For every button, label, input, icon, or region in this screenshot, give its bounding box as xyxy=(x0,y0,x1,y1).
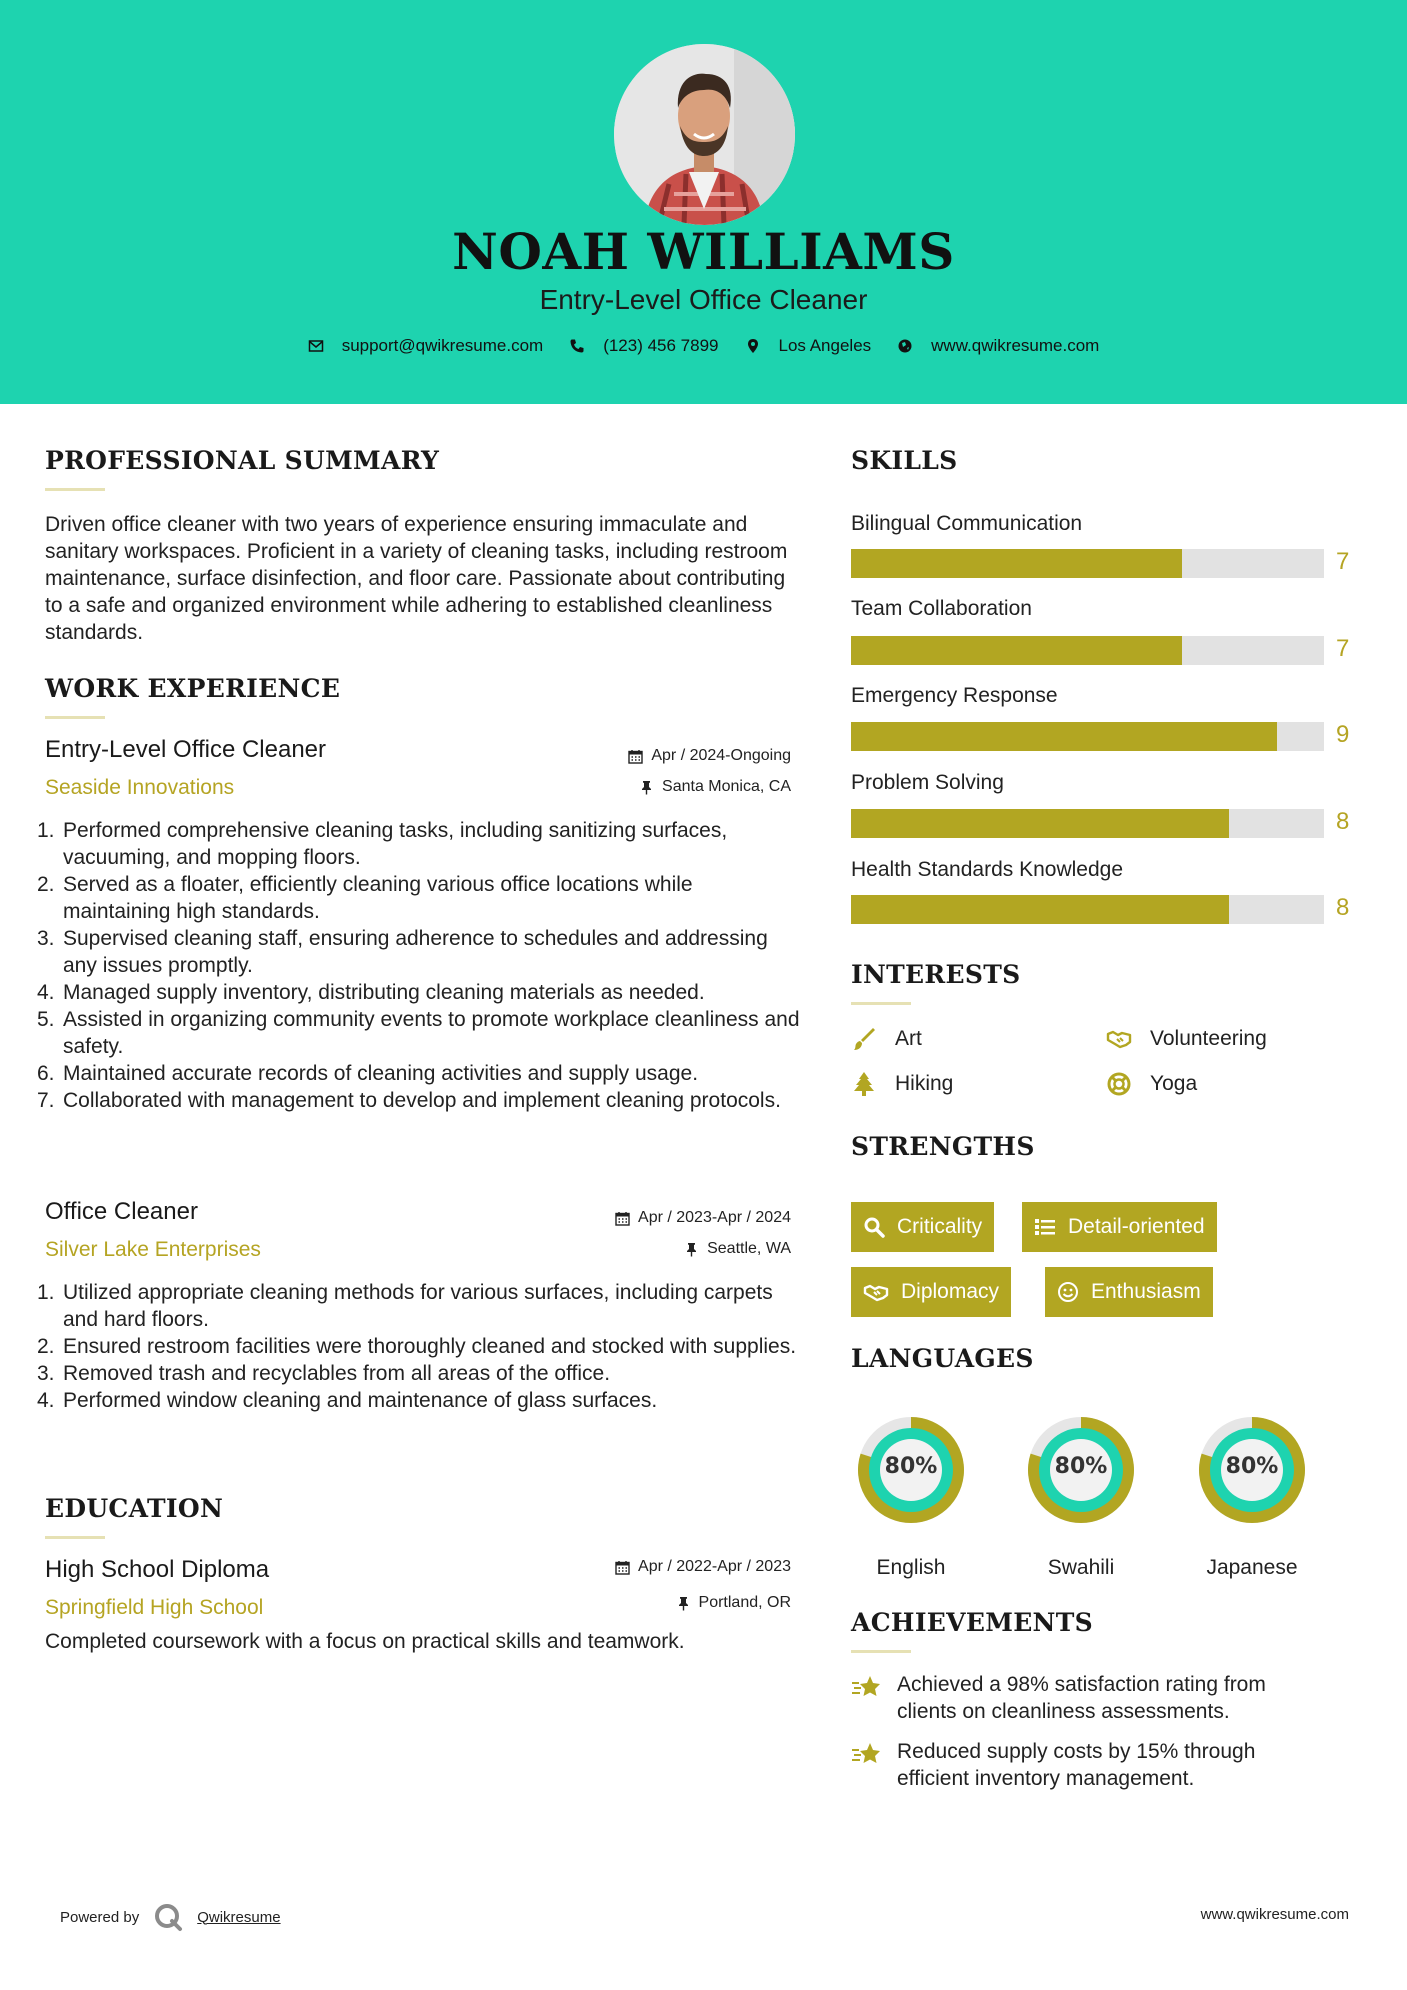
language-swahili-percent: 80% xyxy=(1054,1454,1108,1479)
language-japanese-percent: 80% xyxy=(1225,1454,1279,1479)
achievement-2-text: Reduced supply costs by 15% through efficient inventory management. xyxy=(897,1740,1256,1790)
skill-5-name: Health Standards Knowledge xyxy=(851,858,1124,881)
handshake-icon xyxy=(863,1281,889,1303)
language-english-name: English xyxy=(876,1556,946,1579)
job-2-title: Office Cleaner xyxy=(45,1198,198,1225)
list-item-text: Supervised cleaning staff, ensuring adherence to schedules and addressing any issues promptly. xyxy=(63,927,768,977)
list-item-number: 3. xyxy=(37,1362,55,1385)
pushpin-icon xyxy=(676,1596,691,1611)
list-item xyxy=(37,1279,805,1333)
skill-1-level: 7 xyxy=(1336,548,1350,575)
contact-phone[interactable] xyxy=(569,336,718,356)
list-item-number: 4. xyxy=(37,981,55,1004)
contact-email[interactable] xyxy=(308,336,544,356)
profile-photo xyxy=(614,44,795,225)
interest-volunteering xyxy=(1106,1026,1267,1052)
list-item-text: Served as a floater, efficiently cleaning various office locations while maintaining high standards. xyxy=(63,873,693,923)
education-dates xyxy=(615,1558,791,1576)
tree-icon xyxy=(851,1071,877,1097)
contact-website[interactable] xyxy=(897,336,1099,356)
job-1-company: Seaside Innovations xyxy=(45,776,235,799)
shooting-star-icon xyxy=(851,1740,883,1768)
languages-heading: LANGUAGES xyxy=(851,1344,1034,1373)
language-english xyxy=(851,1410,971,1579)
skill-2-level: 7 xyxy=(1336,635,1350,662)
contact-phone-text: (123) 456 7899 xyxy=(603,336,719,355)
summary-text: Driven office cleaner with two years of experience ensuring immaculate and sanitary workspaces. Proficient in a variety of cleaning tasks, including restroom maintenance, surface disinfection, and floor care. Passionate about contributing to a safe and organized environment while adhering to established cleanliness standards. xyxy=(45,513,788,644)
skill-2-name: Team Collaboration xyxy=(851,597,1032,620)
interest-yoga xyxy=(1106,1071,1197,1097)
list-item xyxy=(37,925,805,979)
list-item xyxy=(37,1060,805,1087)
list-item-text: Performed comprehensive cleaning tasks, including sanitizing surfaces, vacuuming, and mopping floors. xyxy=(63,819,728,869)
brush-icon xyxy=(851,1026,877,1052)
list-item xyxy=(37,1087,805,1114)
strength-criticality-label: Criticality xyxy=(897,1215,983,1238)
interest-volunteering-label: Volunteering xyxy=(1150,1027,1267,1050)
skill-3-fill xyxy=(851,722,1277,751)
skill-2-fill xyxy=(851,636,1182,665)
achievement-2 xyxy=(851,1738,1331,1792)
achievement-1-text: Achieved a 98% satisfaction rating from clients on cleanliness assessments. xyxy=(897,1673,1266,1723)
job-1-bullets xyxy=(37,817,805,1114)
contact-website-text: www.qwikresume.com xyxy=(931,336,1100,355)
strength-enthusiasm xyxy=(1045,1267,1213,1317)
list-item-number: 3. xyxy=(37,927,55,950)
language-swahili-name: Swahili xyxy=(1047,1556,1115,1579)
education-school: Springfield High School xyxy=(45,1596,264,1619)
list-item-text: Ensured restroom facilities were thoroughly cleaned and stocked with supplies. xyxy=(63,1335,797,1358)
interest-hiking-label: Hiking xyxy=(895,1072,954,1095)
list-item-text: Removed trash and recyclables from all areas of the office. xyxy=(63,1362,611,1385)
contact-location-text: Los Angeles xyxy=(778,336,872,355)
list-item-number: 1. xyxy=(37,819,55,842)
skill-5-track xyxy=(851,895,1324,924)
strengths-heading: STRENGTHS xyxy=(851,1132,1035,1161)
strength-detail-oriented xyxy=(1022,1202,1217,1252)
footer-website[interactable]: www.qwikresume.com xyxy=(1200,1906,1349,1923)
interest-art-label: Art xyxy=(895,1027,922,1050)
list-item-number: 2. xyxy=(37,873,55,896)
list-item-text: Performed window cleaning and maintenance of glass surfaces. xyxy=(63,1389,658,1412)
achievement-1 xyxy=(851,1671,1331,1725)
skill-1-name: Bilingual Communication xyxy=(851,512,1083,535)
header-banner xyxy=(0,0,1407,404)
summary-heading: PROFESSIONAL SUMMARY xyxy=(45,446,440,475)
list-item xyxy=(37,979,805,1006)
education-heading: EDUCATION xyxy=(45,1494,224,1523)
education-dates-text: Apr / 2022-Apr / 2023 xyxy=(638,1558,791,1575)
qwikresume-link[interactable]: Qwikresume xyxy=(197,1908,281,1926)
shooting-star-icon xyxy=(851,1673,883,1701)
job-1-location-text: Santa Monica, CA xyxy=(662,778,791,795)
envelope-icon xyxy=(308,338,324,354)
search-icon xyxy=(863,1216,885,1238)
smile-icon xyxy=(1057,1281,1079,1303)
pushpin-icon xyxy=(639,780,654,795)
achievements-heading: ACHIEVEMENTS xyxy=(851,1608,1093,1637)
education-location xyxy=(676,1594,791,1612)
education-degree: High School Diploma xyxy=(45,1556,270,1583)
strength-detail-oriented-label: Detail-oriented xyxy=(1068,1215,1205,1238)
experience-underline xyxy=(45,716,105,719)
skill-5-fill xyxy=(851,895,1229,924)
skill-3-level: 9 xyxy=(1336,721,1350,748)
summary-underline xyxy=(45,488,105,491)
calendar-icon xyxy=(615,1211,630,1226)
language-japanese-name: Japanese xyxy=(1206,1556,1298,1579)
qwikresume-logo-icon xyxy=(153,1902,183,1932)
avatar-illustration xyxy=(614,44,795,225)
language-japanese xyxy=(1192,1410,1312,1579)
skill-2-track xyxy=(851,636,1324,665)
language-english-percent: 80% xyxy=(884,1454,938,1479)
list-item-text: Assisted in organizing community events to promote workplace cleanliness and safety. xyxy=(63,1008,800,1058)
powered-by-text: Powered by xyxy=(60,1908,140,1926)
contact-email-text: support@qwikresume.com xyxy=(341,336,544,355)
lifebuoy-icon xyxy=(1106,1071,1132,1097)
skill-1-track xyxy=(851,549,1324,578)
list-item xyxy=(37,871,805,925)
contact-location xyxy=(745,336,872,356)
list-item xyxy=(37,1387,805,1414)
job-2-location-text: Seattle, WA xyxy=(707,1240,791,1257)
list-icon xyxy=(1034,1216,1056,1238)
list-item xyxy=(37,1333,805,1360)
skill-4-level: 8 xyxy=(1336,808,1350,835)
skill-1-fill xyxy=(851,549,1182,578)
interests-underline xyxy=(851,1002,911,1005)
strength-criticality xyxy=(851,1202,994,1252)
globe-icon xyxy=(897,338,913,354)
handshake-icon xyxy=(1106,1026,1132,1052)
education-location-text: Portland, OR xyxy=(698,1594,791,1611)
job-1-dates xyxy=(628,747,791,765)
phone-icon xyxy=(569,338,585,354)
skill-3-name: Emergency Response xyxy=(851,684,1058,707)
list-item-number: 4. xyxy=(37,1389,55,1412)
skill-4-track xyxy=(851,809,1324,838)
interest-hiking xyxy=(851,1071,953,1097)
calendar-icon xyxy=(628,749,643,764)
job-1-location xyxy=(639,778,791,796)
achievements-underline xyxy=(851,1650,911,1653)
interest-art xyxy=(851,1026,922,1052)
interest-yoga-label: Yoga xyxy=(1150,1072,1198,1095)
list-item xyxy=(37,1006,805,1060)
list-item-number: 2. xyxy=(37,1335,55,1358)
pushpin-icon xyxy=(684,1242,699,1257)
job-1-dates-text: Apr / 2024-Ongoing xyxy=(651,747,791,764)
skill-3-track xyxy=(851,722,1324,751)
skill-5-level: 8 xyxy=(1336,894,1350,921)
job-2-dates-text: Apr / 2023-Apr / 2024 xyxy=(638,1209,791,1226)
strength-diplomacy-label: Diplomacy xyxy=(901,1280,1000,1303)
map-pin-icon xyxy=(745,338,761,354)
list-item-number: 7. xyxy=(37,1089,55,1112)
interests-heading: INTERESTS xyxy=(851,960,1021,989)
strength-diplomacy xyxy=(851,1267,1011,1317)
list-item-number: 6. xyxy=(37,1062,55,1085)
list-item-number: 1. xyxy=(37,1281,55,1304)
skills-heading: SKILLS xyxy=(851,446,958,475)
job-1-title: Entry-Level Office Cleaner xyxy=(45,736,327,763)
candidate-name: NOAH WILLIAMS xyxy=(452,222,955,281)
skill-4-name: Problem Solving xyxy=(851,771,1004,794)
experience-heading: WORK EXPERIENCE xyxy=(45,674,341,703)
contact-bar xyxy=(0,336,1407,356)
list-item-text: Utilized appropriate cleaning methods for various surfaces, including carpets and hard floors. xyxy=(63,1281,773,1331)
education-description: Completed coursework with a focus on practical skills and teamwork. xyxy=(45,1630,685,1653)
job-2-location xyxy=(684,1240,791,1258)
list-item-number: 5. xyxy=(37,1008,55,1031)
candidate-title: Entry-Level Office Cleaner xyxy=(539,284,868,315)
job-2-dates xyxy=(615,1209,791,1227)
job-2-bullets xyxy=(37,1279,805,1414)
strength-enthusiasm-label: Enthusiasm xyxy=(1091,1280,1201,1303)
list-item xyxy=(37,1360,805,1387)
footer-branding xyxy=(60,1902,281,1932)
list-item-text: Collaborated with management to develop and implement cleaning protocols. xyxy=(63,1089,781,1112)
calendar-icon xyxy=(615,1560,630,1575)
list-item-text: Managed supply inventory, distributing cleaning materials as needed. xyxy=(63,981,705,1004)
list-item-text: Maintained accurate records of cleaning activities and supply usage. xyxy=(63,1062,699,1085)
language-swahili xyxy=(1021,1410,1141,1579)
job-2-company: Silver Lake Enterprises xyxy=(45,1238,261,1261)
list-item xyxy=(37,817,805,871)
skill-4-fill xyxy=(851,809,1229,838)
education-underline xyxy=(45,1536,105,1539)
